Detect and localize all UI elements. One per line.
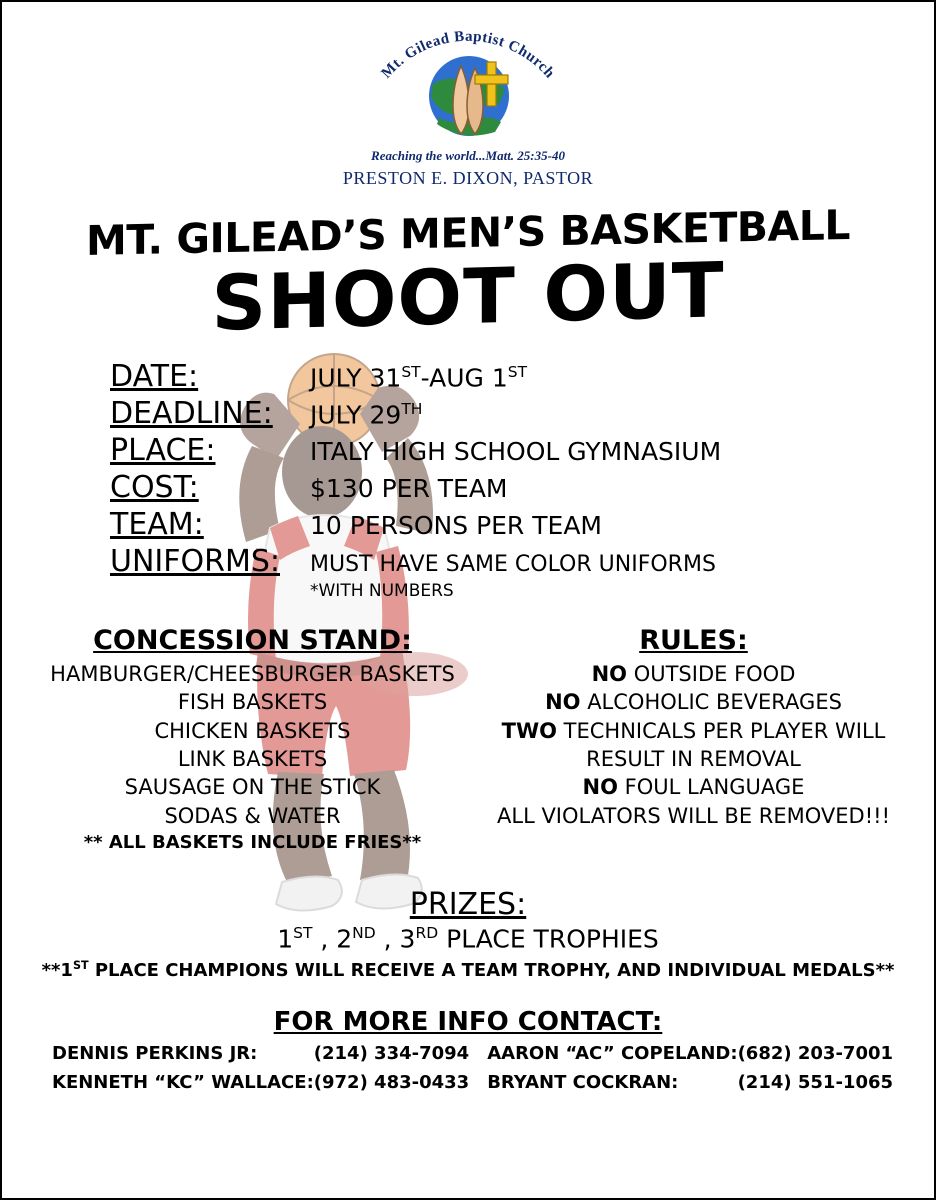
detail-row-uniforms	[110, 544, 934, 579]
list-item: RESULT IN REMOVAL	[586, 747, 801, 772]
flyer-title-line1: MT. GILEAD’S MEN’S BASKETBALL	[85, 200, 851, 266]
detail-label: TEAM:	[110, 507, 204, 542]
contact-item	[487, 1043, 911, 1064]
detail-row-cost	[110, 470, 934, 505]
contact-name: DENNIS PERKINS JR:	[52, 1043, 258, 1065]
contact-name: BRYANT COCKRAN:	[487, 1072, 679, 1094]
concession-and-rules	[2, 625, 934, 853]
rules-heading: RULES:	[639, 625, 748, 656]
detail-label: COST:	[110, 470, 199, 505]
list-item: CHICKEN BASKETS	[154, 718, 351, 743]
contact-item	[52, 1072, 487, 1093]
prizes-section	[2, 887, 934, 981]
list-item: NO FOUL LANGUAGE	[582, 775, 805, 800]
list-item: FISH BASKETS	[177, 690, 328, 715]
contact-name: AARON “AC” COPELAND:	[487, 1043, 738, 1065]
detail-value: ITALY HIGH SCHOOL GYMNASIUM	[310, 437, 722, 466]
list-item: LINK BASKETS	[177, 747, 328, 772]
list-item: SODAS & WATER	[164, 803, 341, 828]
church-tagline: Reaching the world...Matt. 25:35-40	[371, 148, 565, 163]
detail-value: JULY 31ST-AUG 1ST	[310, 362, 528, 392]
detail-label: UNIFORMS:	[110, 544, 280, 579]
detail-value: JULY 29TH	[310, 399, 423, 429]
contact-heading: FOR MORE INFO CONTACT:	[273, 1007, 663, 1038]
contact-phone: (214) 334-7094	[313, 1043, 470, 1065]
concession-column	[2, 625, 473, 853]
uniform-note: *WITH NUMBERS	[310, 581, 454, 601]
prizes-line: 1ST , 2ND , 3RD PLACE TROPHIES	[277, 924, 659, 954]
detail-value: $130 PER TEAM	[310, 474, 508, 503]
list-item: SAUSAGE ON THE STICK	[124, 775, 381, 800]
detail-value: MUST HAVE SAME COLOR UNIFORMS	[310, 552, 716, 577]
contact-list	[2, 1037, 934, 1093]
detail-label: PLACE:	[110, 433, 216, 468]
contact-item	[487, 1072, 911, 1093]
pastor-name: PRESTON E. DIXON, PASTOR	[342, 168, 594, 188]
concession-note: ** ALL BASKETS INCLUDE FRIES**	[83, 832, 422, 854]
detail-row-place	[110, 433, 934, 468]
prizes-note: **1ST PLACE CHAMPIONS WILL RECEIVE A TEAM TROPHY, AND INDIVIDUAL MEDALS**	[41, 959, 895, 982]
contact-phone: (972) 483-0433	[313, 1072, 470, 1094]
contact-name: KENNETH “KC” WALLACE:	[52, 1072, 314, 1094]
contact-phone: (214) 551-1065	[737, 1072, 894, 1094]
detail-value: 10 PERSONS PER TEAM	[310, 511, 602, 540]
contact-phone: (682) 203-7001	[737, 1043, 894, 1065]
detail-row-team	[110, 507, 934, 542]
svg-text:Mt. Gilead Baptist Church: Mt. Gilead Baptist Church	[378, 28, 558, 82]
rules-column	[473, 625, 934, 853]
prizes-heading: PRIZES:	[409, 887, 527, 923]
list-item: TWO TECHNICALS PER PLAYER WILL	[501, 718, 886, 743]
contact-item	[52, 1043, 487, 1064]
concession-heading: CONCESSION STAND:	[93, 625, 412, 656]
list-item: HAMBURGER/CHEESBURGER BASKETS	[50, 662, 455, 686]
detail-label: DEADLINE:	[110, 396, 273, 431]
flyer-title-line2: SHOOT OUT	[211, 245, 725, 348]
event-details	[2, 359, 934, 601]
church-header	[2, 2, 934, 189]
list-item: NO OUTSIDE FOOD	[591, 662, 796, 686]
church-logo	[353, 12, 583, 152]
list-item: NO ALCOHOLIC BEVERAGES	[545, 690, 842, 715]
list-item: ALL VIOLATORS WILL BE REMOVED!!!	[497, 803, 890, 828]
globe-praying-hands-icon	[411, 44, 527, 140]
detail-row-date	[110, 359, 934, 394]
detail-row-deadline	[110, 396, 934, 431]
detail-label: DATE:	[110, 359, 199, 394]
